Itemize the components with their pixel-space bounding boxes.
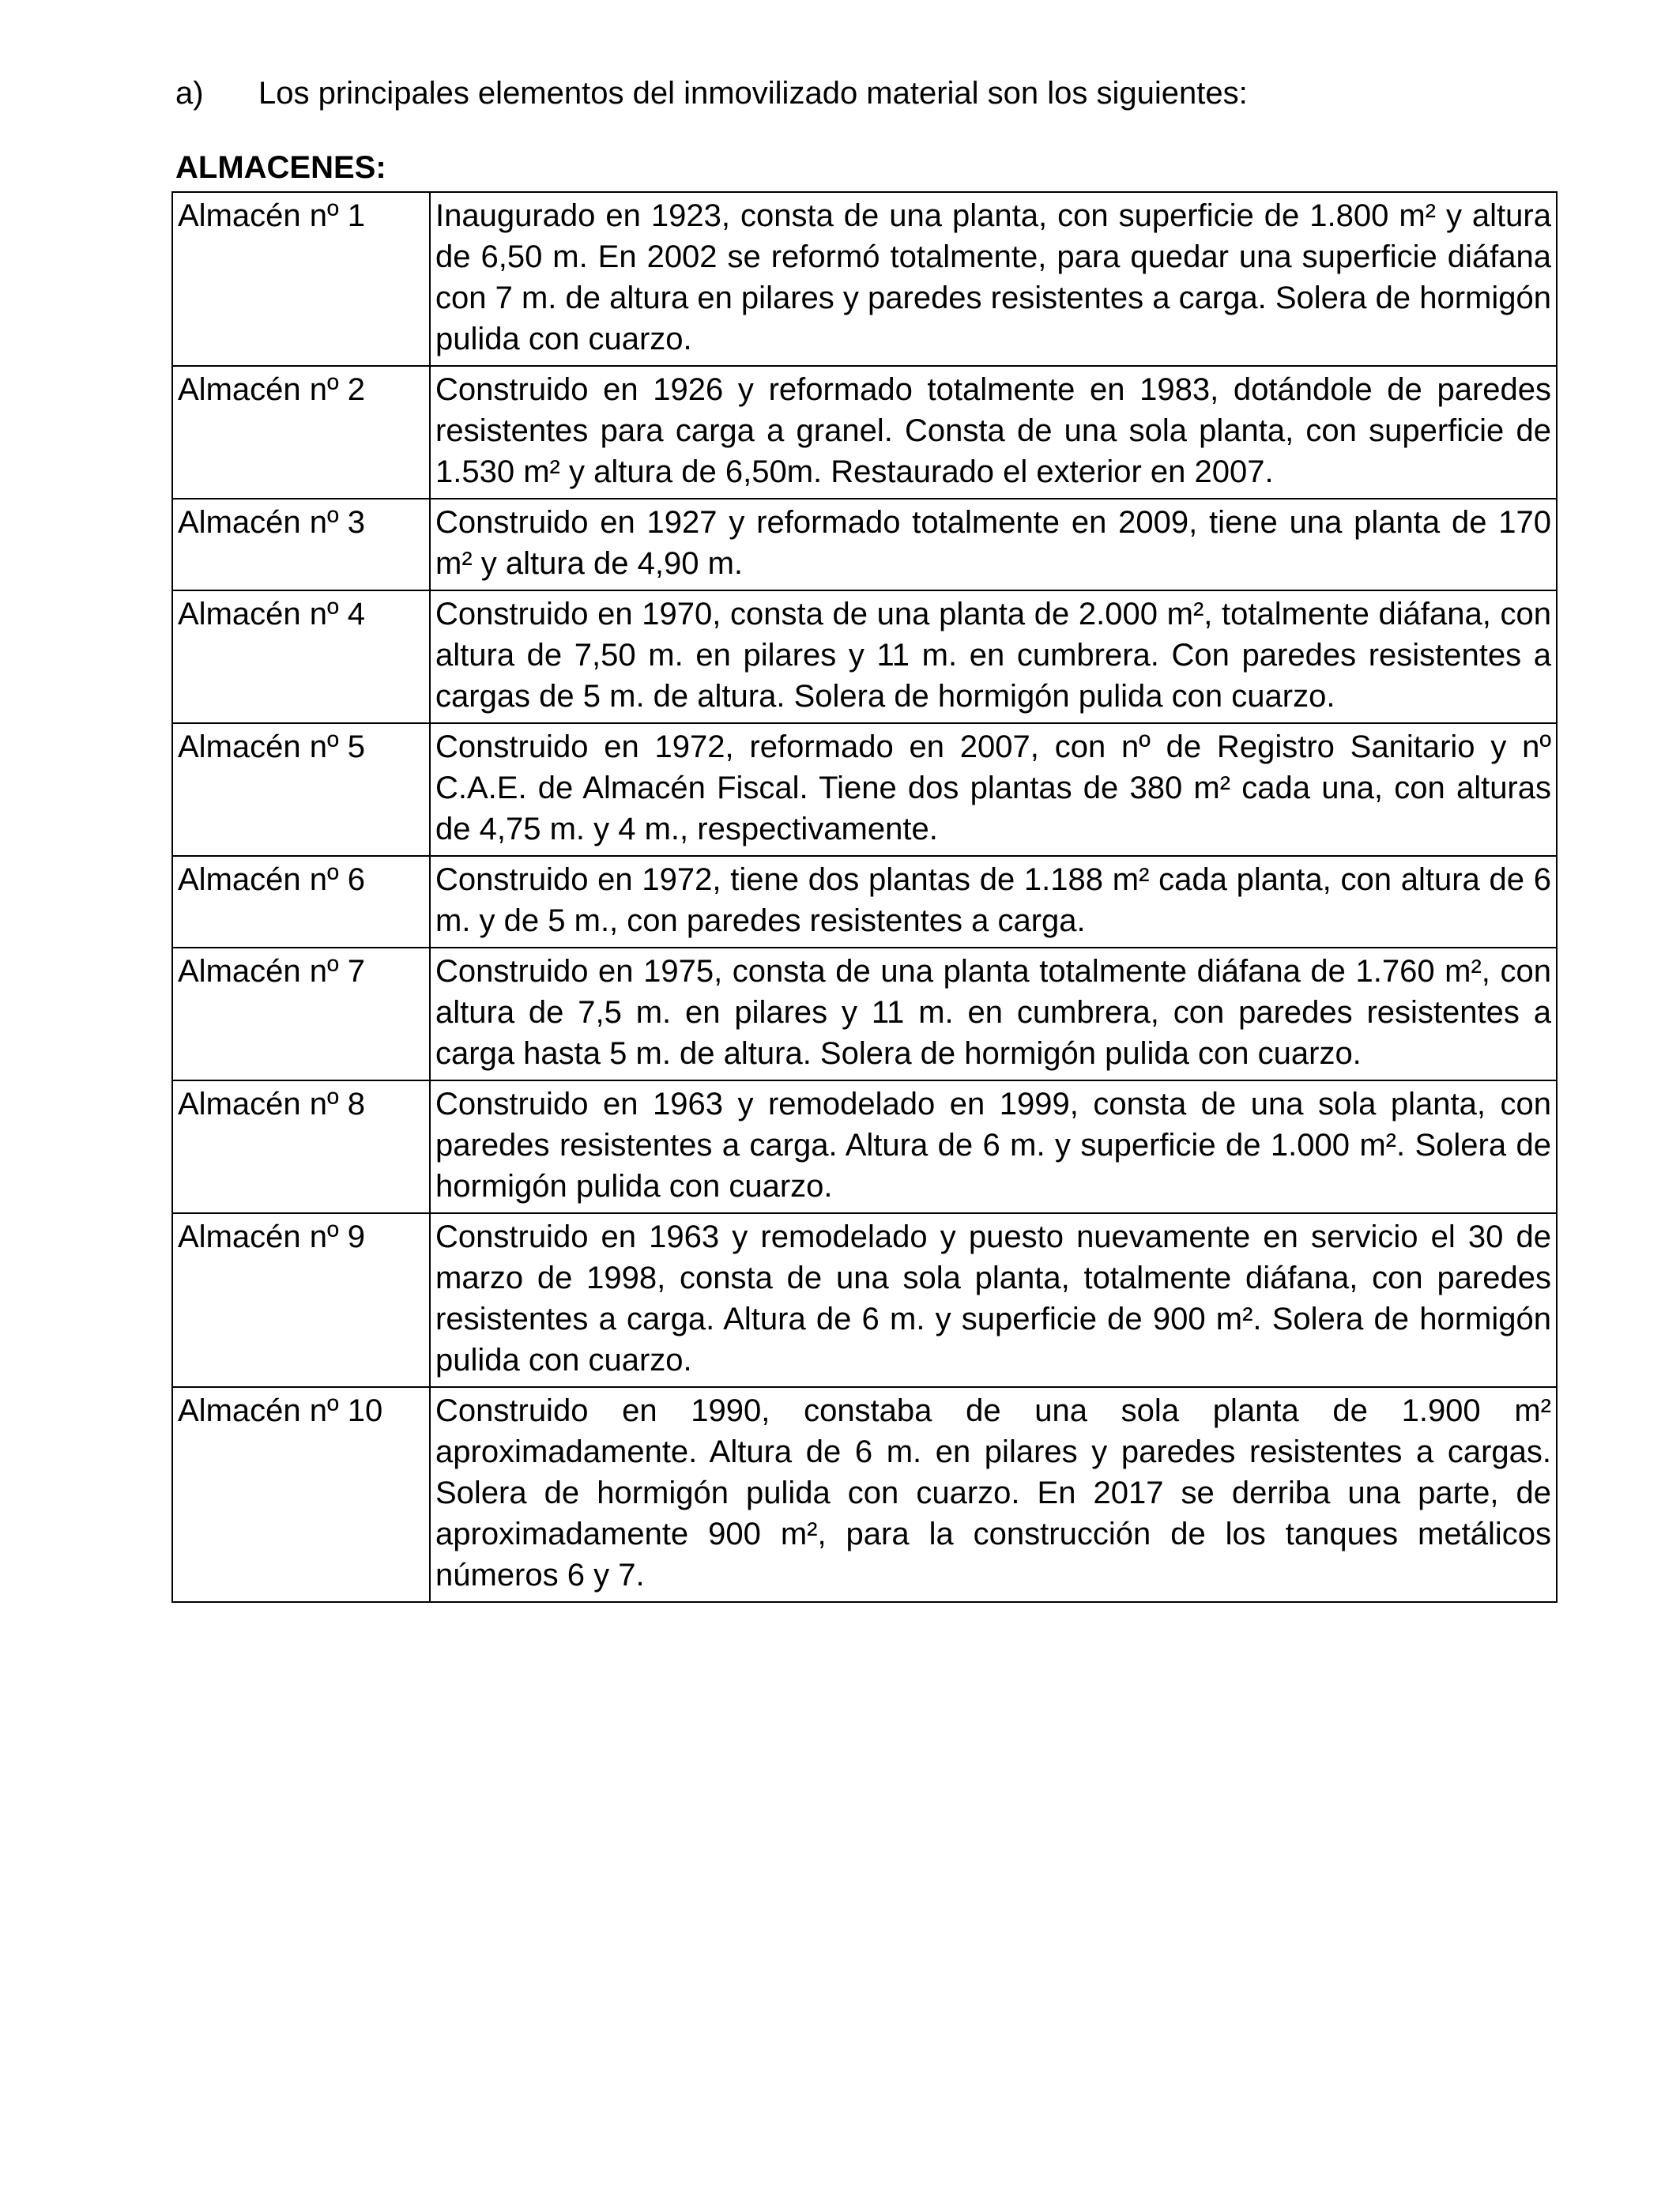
almacen-name-cell: Almacén nº 8	[172, 1080, 430, 1213]
intro-line	[175, 71, 1248, 115]
almacen-description-cell: Inaugurado en 1923, consta de una planta, con superficie de 1.800 m² y altura de 6,50 m. En 2002 se reformó totalmente, para quedar una superficie diáfana con 7 m. de altura en pilares y paredes resistentes a carga. Solera de hormigón pulida con cuarzo.	[430, 192, 1557, 366]
table-row	[172, 723, 1557, 856]
almacen-name-cell: Almacén nº 9	[172, 1213, 430, 1387]
almacen-description-cell: Construido en 1963 y remodelado y puesto nuevamente en servicio el 30 de marzo de 1998, consta de una sola planta, totalmente diáfana, con paredes resistentes a carga. Altura de 6 m. y superficie de 900 m². Solera de hormigón pulida con cuarzo.	[430, 1213, 1557, 1387]
table-row	[172, 499, 1557, 590]
almacen-description-cell: Construido en 1963 y remodelado en 1999, consta de una sola planta, con paredes resistentes a carga. Altura de 6 m. y superficie de 1.000 m². Solera de hormigón pulida con cuarzo.	[430, 1080, 1557, 1213]
almacen-name-cell: Almacén nº 4	[172, 590, 430, 723]
almacen-name-cell: Almacén nº 1	[172, 192, 430, 366]
table-row	[172, 856, 1557, 948]
almacen-name-cell: Almacén nº 7	[172, 948, 430, 1080]
almacen-description-cell: Construido en 1975, consta de una planta totalmente diáfana de 1.760 m², con altura de 7,5 m. en pilares y 11 m. en cumbrera, con paredes resistentes a carga hasta 5 m. de altura. Solera de hormigón pulida con cuarzo.	[430, 948, 1557, 1080]
almacen-description-cell: Construido en 1926 y reformado totalmente en 1983, dotándole de paredes resistentes para carga a granel. Consta de una sola planta, con superficie de 1.530 m² y altura de 6,50m. Restaurado el exterior en 2007.	[430, 366, 1557, 499]
almacenes-table	[171, 191, 1558, 1603]
almacen-description-cell: Construido en 1972, tiene dos plantas de 1.188 m² cada planta, con altura de 6 m. y de 5 m., con paredes resistentes a carga.	[430, 856, 1557, 948]
table-row	[172, 366, 1557, 499]
almacen-name-cell: Almacén nº 5	[172, 723, 430, 856]
table-row	[172, 1080, 1557, 1213]
intro-text: Los principales elementos del inmovilizado material son los siguientes:	[258, 76, 1248, 111]
almacen-description-cell: Construido en 1972, reformado en 2007, con nº de Registro Sanitario y nº C.A.E. de Almacén Fiscal. Tiene dos plantas de 380 m² cada una, con alturas de 4,75 m. y 4 m., respectivamente.	[430, 723, 1557, 856]
almacen-name-cell: Almacén nº 3	[172, 499, 430, 590]
table-row	[172, 1387, 1557, 1602]
table-row	[172, 192, 1557, 366]
section-heading: ALMACENES:	[175, 150, 386, 185]
list-marker: a)	[175, 76, 204, 111]
almacen-description-cell: Construido en 1970, consta de una planta de 2.000 m², totalmente diáfana, con altura de 7,50 m. en pilares y 11 m. en cumbrera. Con paredes resistentes a cargas de 5 m. de altura. Solera de hormigón pulida con cuarzo.	[430, 590, 1557, 723]
table-row	[172, 590, 1557, 723]
almacen-name-cell: Almacén nº 10	[172, 1387, 430, 1602]
table-row	[172, 948, 1557, 1080]
table-row	[172, 1213, 1557, 1387]
almacen-description-cell: Construido en 1927 y reformado totalmente en 2009, tiene una planta de 170 m² y altura de 4,90 m.	[430, 499, 1557, 590]
almacen-name-cell: Almacén nº 2	[172, 366, 430, 499]
almacen-description-cell: Construido en 1990, constaba de una sola planta de 1.900 m² aproximadamente. Altura de 6 m. en pilares y paredes resistentes a cargas. Solera de hormigón pulida con cuarzo. En 2017 se derriba una parte, de aproximadamente 900 m², para la construcción de los tanques metálicos números 6 y 7.	[430, 1387, 1557, 1602]
almacen-name-cell: Almacén nº 6	[172, 856, 430, 948]
